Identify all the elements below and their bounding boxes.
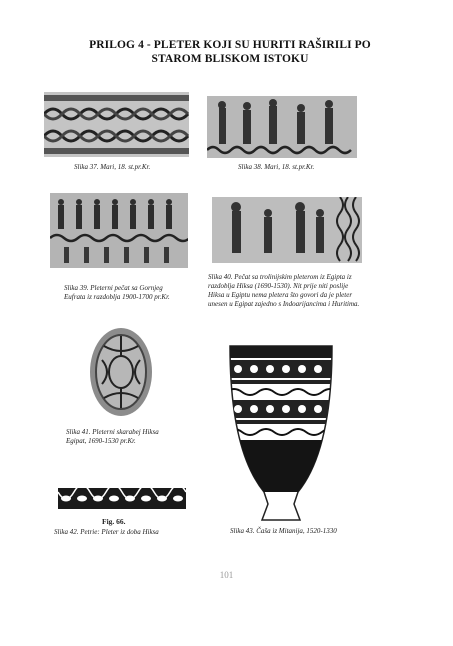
figure-41-caption xyxy=(66,428,159,446)
figure-38-caption: Slika 38. Mari, 18. st.pr.Kr. xyxy=(238,163,315,171)
page-title-line-1: PRILOG 4 - PLETER KOJI SU HURITI RAŠIRILI PO xyxy=(89,39,371,51)
figure-42-image xyxy=(58,488,186,509)
page-title-line-2: STAROM BLISKOM ISTOKU xyxy=(151,53,309,65)
figure-39-caption-line-1: Slika 39. Pleterni pečat sa Gornjeg xyxy=(64,284,163,292)
figure-40-image xyxy=(212,197,362,263)
page-title xyxy=(40,38,420,66)
figure-43-image xyxy=(226,342,336,522)
figure-40-caption-line-1: Slika 40. Pečat sa trolinijskim pleterom iz Egipta iz xyxy=(208,273,352,281)
figure-42-label: Fig. 66. xyxy=(102,517,126,526)
figure-39-image xyxy=(50,193,188,268)
figure-38-image xyxy=(207,96,357,158)
figure-39-caption xyxy=(64,284,170,302)
figure-42-caption: Slika 42. Petrie: Pleter iz doba Hiksa xyxy=(54,528,159,536)
figure-40-caption-line-3: Hiksa u Egiptu nema pletera što govori da je pleter xyxy=(208,291,353,299)
figure-41-caption-line-1: Slika 41. Pleterni skarabej Hiksa xyxy=(66,428,159,436)
figure-41-caption-line-2: Egipat, 1690-1530 pr.Kr. xyxy=(66,437,136,445)
figure-40-caption xyxy=(208,273,359,309)
figure-41-image xyxy=(88,326,154,418)
figure-37-caption: Slika 37. Mari, 18. st.pr.Kr. xyxy=(74,163,151,171)
figure-43-caption: Slika 43. Čaša iz Mitanija, 1520-1330 xyxy=(230,527,337,535)
figure-39-caption-line-2: Eufrata iz razdoblja 1900-1700 pr.Kr. xyxy=(64,293,170,301)
page-number: 101 xyxy=(219,570,234,580)
figure-40-caption-line-4: unesen u Egipat zajedno s Indoarijancima i Huritima. xyxy=(208,300,360,308)
figure-40-caption-line-2: razdoblja Hiksa (1690-1530). Nit prije niti poslije xyxy=(208,282,349,290)
figure-37-image xyxy=(44,92,189,157)
